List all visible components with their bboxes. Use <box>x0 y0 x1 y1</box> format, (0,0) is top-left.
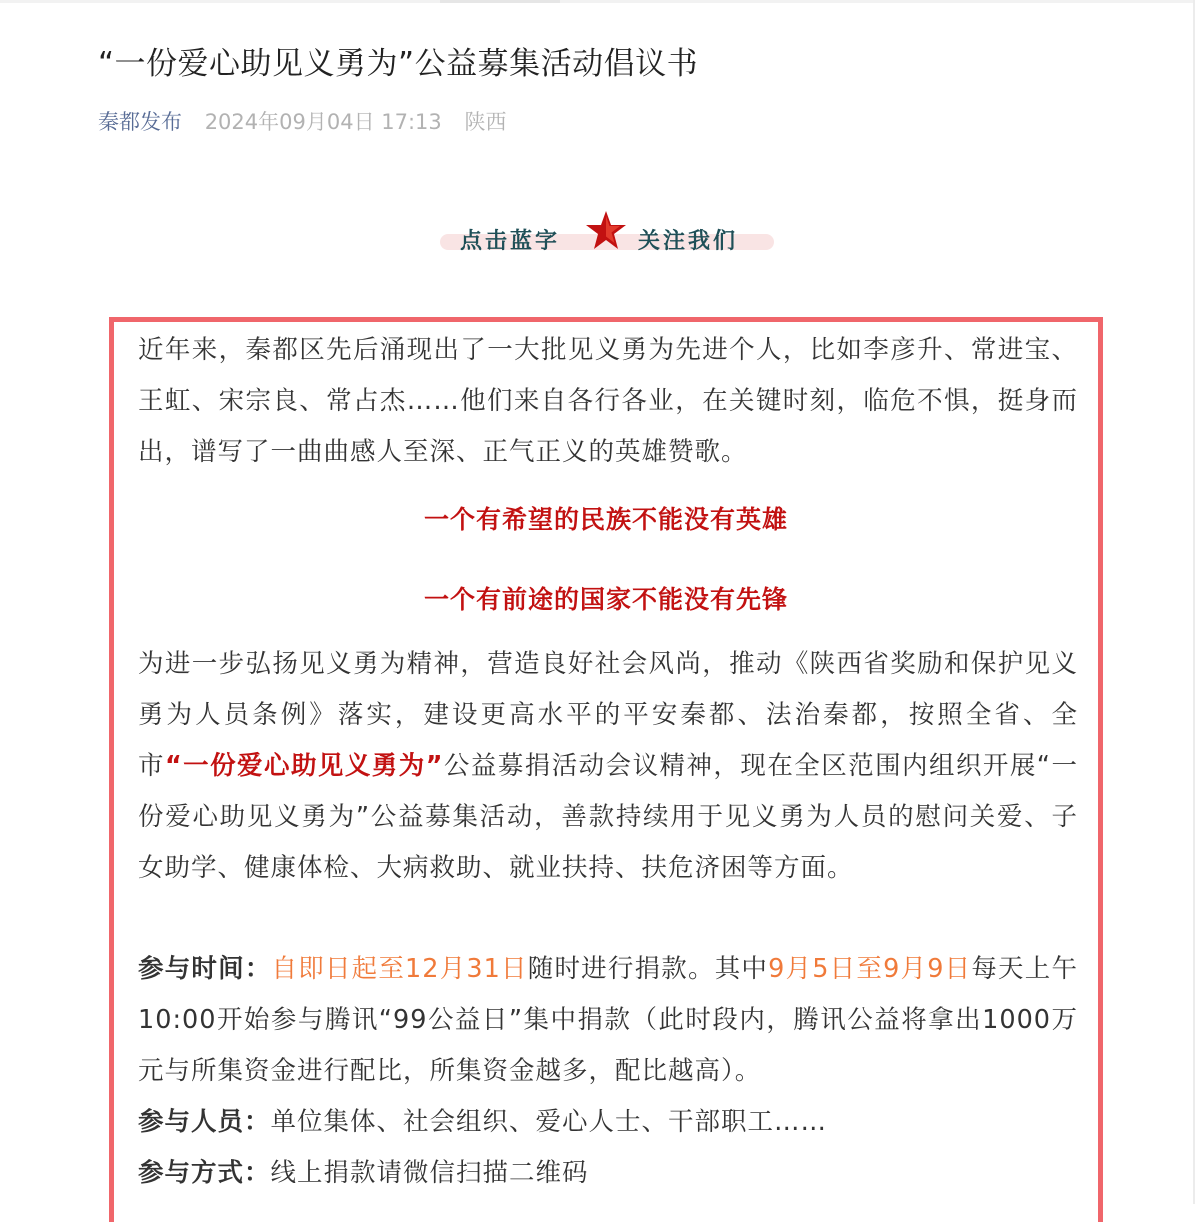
initiative-paragraph <box>138 639 1078 894</box>
participation-method <box>138 1148 1078 1199</box>
top-strip <box>0 0 1195 3</box>
time-label: 参与时间： <box>138 954 272 984</box>
top-strip-notch <box>440 0 560 3</box>
slogan-heading-2: 一个有前途的国家不能没有先锋 <box>423 585 788 614</box>
participation-time <box>138 944 1078 1097</box>
time-range: 自即日起至12月31日 <box>271 954 528 984</box>
people-text: 单位集体、社会组织、爱心人士、干部职工…… <box>270 1107 828 1137</box>
follow-us-banner[interactable] <box>440 214 774 266</box>
banner-right-text: 关注我们 <box>638 229 739 254</box>
initiative-text-before: 为进一步弘扬见义勇为精神，营造良好社会风尚，推动《陕西省奖励和保护见义勇为人员条例》落实，建设更高水平的平安秦都、法治秦都，按照全省、全市 <box>138 649 1078 781</box>
intro-paragraph: 近年来，秦都区先后涌现出了一大批见义勇为先进个人，比如李彦升、常进宝、王虹、宋宗良、常占杰……他们来自各行各业，在关键时刻，临危不惧，挺身而出，谱写了一曲曲感人至深、正气正义的英雄赞歌。 <box>138 335 1078 467</box>
publish-date: 2024年09月04日 17:13 <box>204 110 442 134</box>
way-text: 线上捐款请微信扫描二维码 <box>270 1158 589 1188</box>
banner-left-text: 点击蓝字 <box>460 229 561 254</box>
time-text-1: 随时进行捐款。其中 <box>527 954 769 984</box>
article-meta <box>98 106 506 136</box>
people-label: 参与人员： <box>138 1107 271 1137</box>
red-star-icon <box>584 208 628 252</box>
participants <box>138 1097 1078 1148</box>
initiative-text-after: 公益募捐活动会议精神，现在全区范围内组织开展“一份爱心助见义勇为”公益募集活动，善款持续用于见义勇为人员的慰问关爱、子女助学、健康体检、大病救助、就业扶持、扶危济困等方面。 <box>138 751 1078 883</box>
source-account-link[interactable]: 秦都发布 <box>98 110 182 134</box>
time-range-2: 9月5日至9月9日 <box>768 954 972 984</box>
time-text-2: 每天上午10:00开始参与腾讯“99公益日”集中捐款（此时段内，腾讯公益将拿出1000万元与所集资金进行配比，所集资金越多，配比越高）。 <box>138 954 1078 1086</box>
publish-location: 陕西 <box>464 110 507 134</box>
slogan-heading-1: 一个有希望的民族不能没有英雄 <box>423 505 788 534</box>
article-title: “一份爱心助见义勇为”公益募集活动倡议书 <box>98 46 699 82</box>
way-label: 参与方式： <box>138 1158 271 1188</box>
initiative-highlight: “一份爱心助见义勇为” <box>164 751 444 781</box>
